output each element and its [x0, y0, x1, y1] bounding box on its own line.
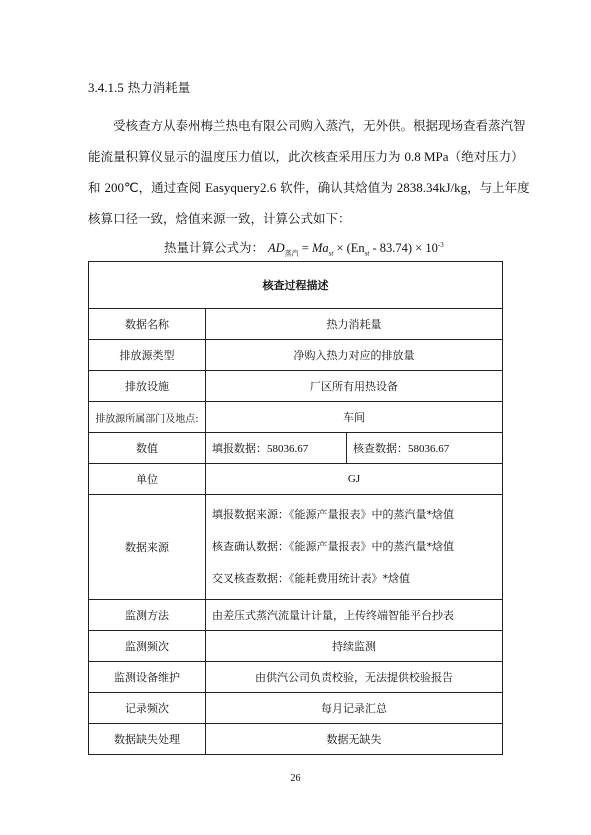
paragraph-line: 核算口径一致，焓值来源一致，计算公式如下：	[88, 211, 351, 226]
table-row	[89, 309, 503, 340]
table-row	[89, 402, 503, 433]
row-label: 监测频次	[89, 631, 206, 662]
table-row	[89, 693, 503, 724]
source-line: 核查确认数据：《能源产量报表》中的蒸汽量*焓值	[212, 540, 454, 553]
row-label: 记录频次	[89, 693, 206, 724]
table-row	[89, 495, 503, 600]
table-row	[89, 464, 503, 495]
page-number: 26	[290, 773, 301, 784]
row-label: 数据来源	[89, 495, 206, 600]
section-number: 3.4.1.5	[88, 80, 124, 95]
paragraph-line: 能流量积算仪显示的温度压力值以，此次核查采用压力为 0.8 MPa（绝对压力）	[88, 149, 524, 164]
source-line: 交叉核查数据：《能耗费用统计表》*焓值	[212, 572, 410, 585]
heat-formula: $AD_{蒸汽} = Ma_{st} \times (En_{st} - 83.74) \times 10^{-3}$	[268, 240, 444, 258]
body-paragraph	[88, 110, 530, 234]
row-label: 排放源类型	[89, 340, 206, 371]
section-title: 热力消耗量	[127, 80, 191, 95]
table-row	[89, 631, 503, 662]
row-value: 热力消耗量	[206, 309, 503, 340]
verification-table	[88, 261, 503, 755]
reported-value-cell: 填报数据：58036.67	[206, 433, 347, 464]
table-row	[89, 433, 503, 464]
row-label: 数据名称	[89, 309, 206, 340]
verified-value-cell: 核查数据：58036.67	[347, 433, 503, 464]
row-label: 排放设施	[89, 371, 206, 402]
row-value: GJ	[206, 464, 503, 495]
paragraph-line: 和 200℃，通过查阅 Easyquery2.6 软件，确认其焓值为 2838.34kJ/kg，与上年度	[88, 180, 530, 195]
row-value: 数据无缺失	[206, 724, 503, 755]
table-row	[89, 340, 503, 371]
row-label: 监测方法	[89, 600, 206, 631]
data-source-cell	[206, 495, 503, 600]
formula-line	[164, 238, 444, 259]
row-label: 数值	[89, 433, 206, 464]
table-title: 核查过程描述	[89, 262, 503, 309]
table-row	[89, 662, 503, 693]
row-value: 由供汽公司负责校验，无法提供校验报告	[206, 662, 503, 693]
row-label: 数据缺失处理	[89, 724, 206, 755]
row-value: 每月记录汇总	[206, 693, 503, 724]
row-value: 厂区所有用热设备	[206, 371, 503, 402]
source-line: 填报数据来源：《能源产量报表》中的蒸汽量*焓值	[212, 508, 454, 521]
row-value: 持续监测	[206, 631, 503, 662]
paragraph-line: 受核查方从泰州梅兰热电有限公司购入蒸汽，无外供。根据现场查看蒸汽智	[113, 118, 526, 133]
table-row	[89, 600, 503, 631]
formula-label: 热量计算公式为：	[164, 240, 265, 255]
table-row	[89, 724, 503, 755]
row-label: 单位	[89, 464, 206, 495]
row-value: 由差压式蒸汽流量计计量，上传终端智能平台抄表	[206, 600, 503, 631]
table-row	[89, 371, 503, 402]
row-label: 排放源所属部门及地点:	[89, 402, 206, 433]
row-value: 净购入热力对应的排放量	[206, 340, 503, 371]
row-label: 监测设备维护	[89, 662, 206, 693]
row-value: 车间	[206, 402, 503, 433]
section-heading	[88, 78, 190, 96]
